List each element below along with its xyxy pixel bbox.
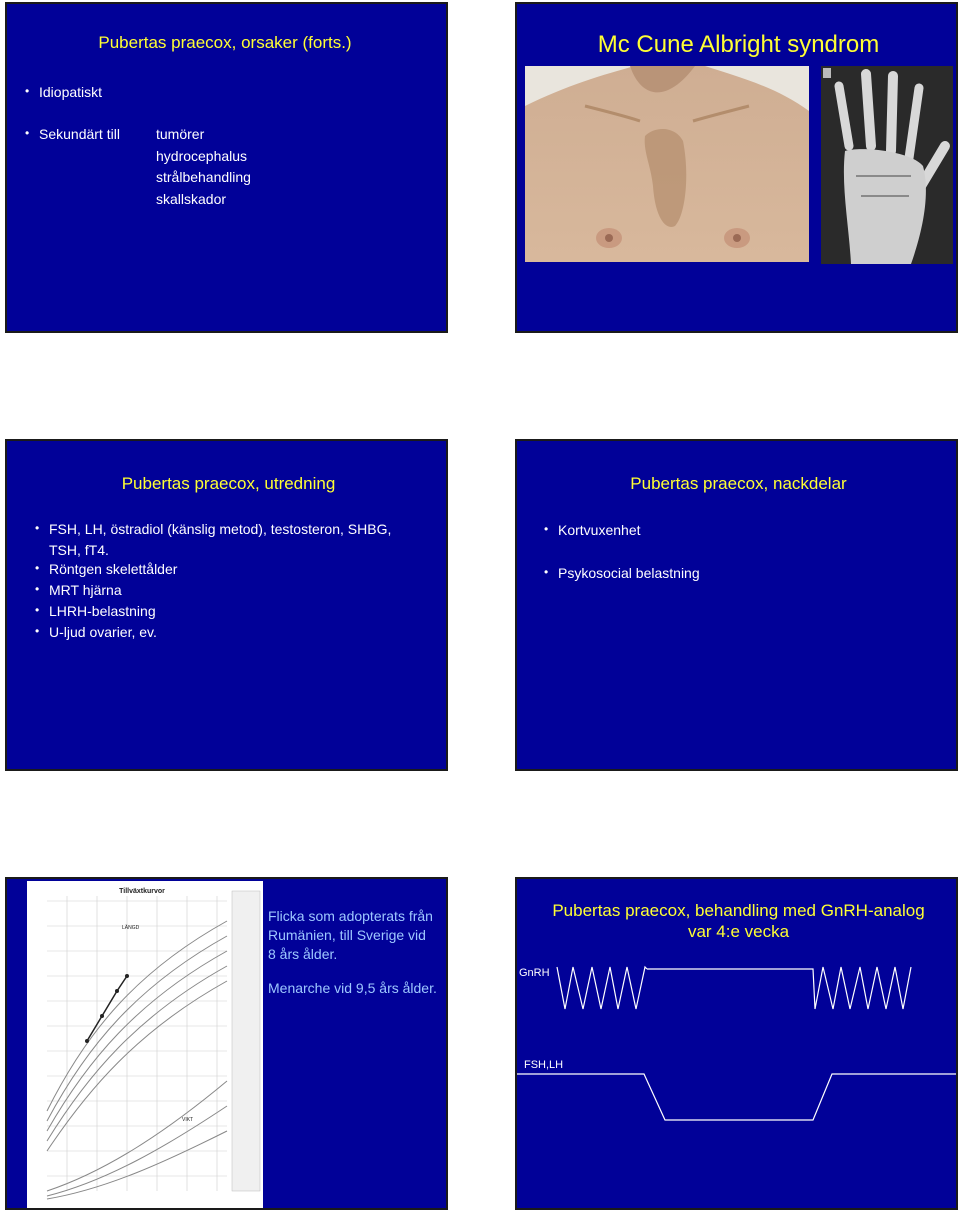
bullet-item: • Röntgen skelettålder	[35, 561, 178, 577]
slide-title: Pubertas praecox, orsaker (forts.)	[98, 33, 352, 52]
bullet-item: • FSH, LH, östradiol (känslig metod), testosteron, SHBG,	[35, 521, 392, 537]
slide-title: Pubertas praecox, utredning	[121, 474, 336, 493]
bullet-item: • Psykosocial belastning	[544, 565, 700, 581]
growth-chart-image	[27, 881, 263, 1208]
slide-disadvantages	[515, 439, 958, 771]
chest-photo	[525, 66, 809, 262]
cause-item: hydrocephalus	[156, 148, 248, 164]
cause-item: skallskador	[156, 191, 227, 207]
cause-item: strålbehandling	[156, 169, 251, 185]
growth-chart-title: Tillväxtkurvor	[119, 888, 165, 895]
menarche-text: Menarche vid 9,5 års ålder.	[268, 980, 437, 996]
growth-chart-label: VIKT	[182, 1117, 194, 1123]
bullet-item: • U-ljud ovarier, ev.	[35, 624, 157, 640]
slide-causes	[5, 2, 448, 333]
slide-treatment	[515, 877, 958, 1210]
fshlh-label: FSH,LH	[524, 1059, 564, 1071]
growth-chart-label: LÄNGD	[122, 925, 140, 931]
bullet-item: • LHRH-belastning	[35, 603, 156, 619]
slide-investigation	[5, 439, 448, 771]
hand-xray	[821, 66, 953, 264]
slide-title: Mc Cune Albright syndrom	[597, 31, 880, 58]
gnrh-label: GnRH	[519, 967, 550, 979]
bullet-item: • MRT hjärna	[35, 582, 122, 598]
gnrh-pulse-diagram	[517, 879, 958, 1210]
bullet-item: • Sekundärt till	[25, 126, 120, 142]
case-text: Flicka som adopterats från Rumänien, till Sverige vid 8 års ålder.	[268, 908, 433, 962]
cause-item: tumörer	[156, 126, 205, 142]
slide-title: Pubertas praecox, behandling med GnRH-analog var 4:e vecka	[552, 901, 925, 941]
bullet-continuation: TSH, fT4.	[49, 542, 109, 558]
bullet-item: • Kortvuxenhet	[544, 522, 641, 538]
slide-mccune-albright	[515, 2, 958, 333]
bullet-item: • Idiopatiskt	[25, 84, 103, 100]
slide-title: Pubertas praecox, nackdelar	[630, 474, 847, 493]
slide-growth-case	[5, 877, 448, 1210]
